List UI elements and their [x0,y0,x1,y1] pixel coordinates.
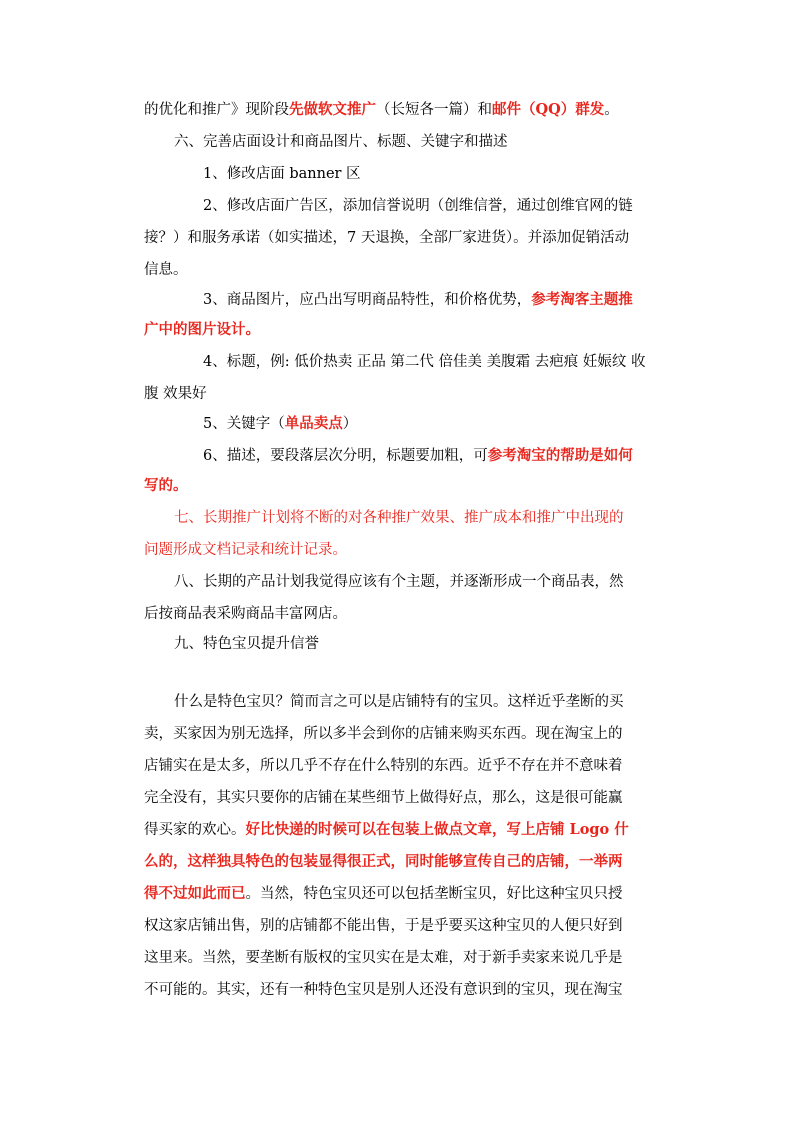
text-run: ） [342,416,358,432]
text-line: 信息。 [144,262,188,278]
highlight-text: 么的，这样独具特色的包装显得很正式，同时能够宣传自己的店铺，一举两 [144,853,623,870]
paragraph-line [144,818,674,842]
section-heading: 七、长期推广计划将不断的对各种推广效果、推广成本和推广中出现的 [174,510,624,526]
highlight-text: 邮件（QQ）群发 [492,101,605,118]
paragraph-line: 权这家店铺出售，别的店铺都不能出售，于是乎要买这种宝贝的人便只好到 [144,918,623,934]
highlight-text: 先做软文推广 [289,101,376,118]
text-run: 。 [604,102,619,118]
text-line: 腹 效果好 [144,386,207,402]
section-heading: 八、长期的产品计划我觉得应该有个主题，并逐渐形成一个商品表，然 [174,574,624,590]
list-item [203,444,674,468]
paragraph-line: 什么是特色宝贝？简而言之可以是店铺特有的宝贝。这样近乎垄断的买 [174,694,624,710]
text-run: 3、商品图片，应凸出写明商品特性，和价格优势， [203,292,532,308]
highlight-text: 写的。 [144,477,188,494]
text-line: 后按商品表采购商品丰富网店。 [144,606,347,622]
paragraph-line [144,882,674,906]
paragraph-line: 不可能的。其实，还有一种特色宝贝是别人还没有意识到的宝贝，现在淘宝 [144,982,623,998]
paragraph-line: 店铺实在是太多，所以几乎不存在什么特别的东西。近乎不存在并不意味着 [144,758,623,774]
list-item: 1、修改店面 banner 区 [203,166,361,182]
highlight-text: 得不过如此而已 [144,885,246,902]
text-run: 。当然，特色宝贝还可以包括垄断宝贝，好比这种宝贝只授 [245,886,623,902]
highlight-text: 单品卖点 [284,415,343,432]
list-item [203,288,674,312]
highlight-text: 参考淘宝的帮助是如何 [487,447,633,464]
text-run: 5、关键字（ [203,416,285,432]
list-item [203,412,733,436]
list-item: 4、标题，例: 低价热卖 正品 第二代 倍佳美 美腹霜 去疤痕 妊娠纹 收 [203,354,646,370]
text-run: （长短各一篇）和 [376,102,492,118]
text-line: 问题形成文档记录和统计记录。 [144,542,347,558]
highlight-text: 好比快递的时候可以在包装上做点文章，写上店铺 Logo 什 [245,821,629,838]
text-line [144,98,674,122]
text-run: 6、描述，要段落层次分明，标题要加粗，可 [203,448,488,464]
highlight-text: 广中的图片设计。 [144,321,260,338]
list-item: 2、修改店面广告区，添加信誉说明（创维信誉，通过创维官网的链 [203,198,633,214]
highlight-text: 参考淘客主题推 [531,291,633,308]
paragraph-line: 这里来。当然，要垄断有版权的宝贝实在是太难，对于新手卖家来说几乎是 [144,950,623,966]
section-heading: 九、特色宝贝提升信誉 [174,636,319,652]
text-line: 接？）和服务承诺（如实描述，7 天退换，全部厂家进货）。并添加促销活动 [144,230,630,246]
section-heading: 六、完善店面设计和商品图片、标题、关键字和描述 [174,134,508,150]
text-run: 的优化和推广》现阶段 [144,102,289,118]
text-run: 得买家的欢心。 [144,822,246,838]
paragraph-line: 卖，买家因为别无选择，所以多半会到你的店铺来购买东西。现在淘宝上的 [144,726,623,742]
paragraph-line: 完全没有，其实只要你的店铺在某些细节上做得好点，那么，这是很可能赢 [144,790,623,806]
